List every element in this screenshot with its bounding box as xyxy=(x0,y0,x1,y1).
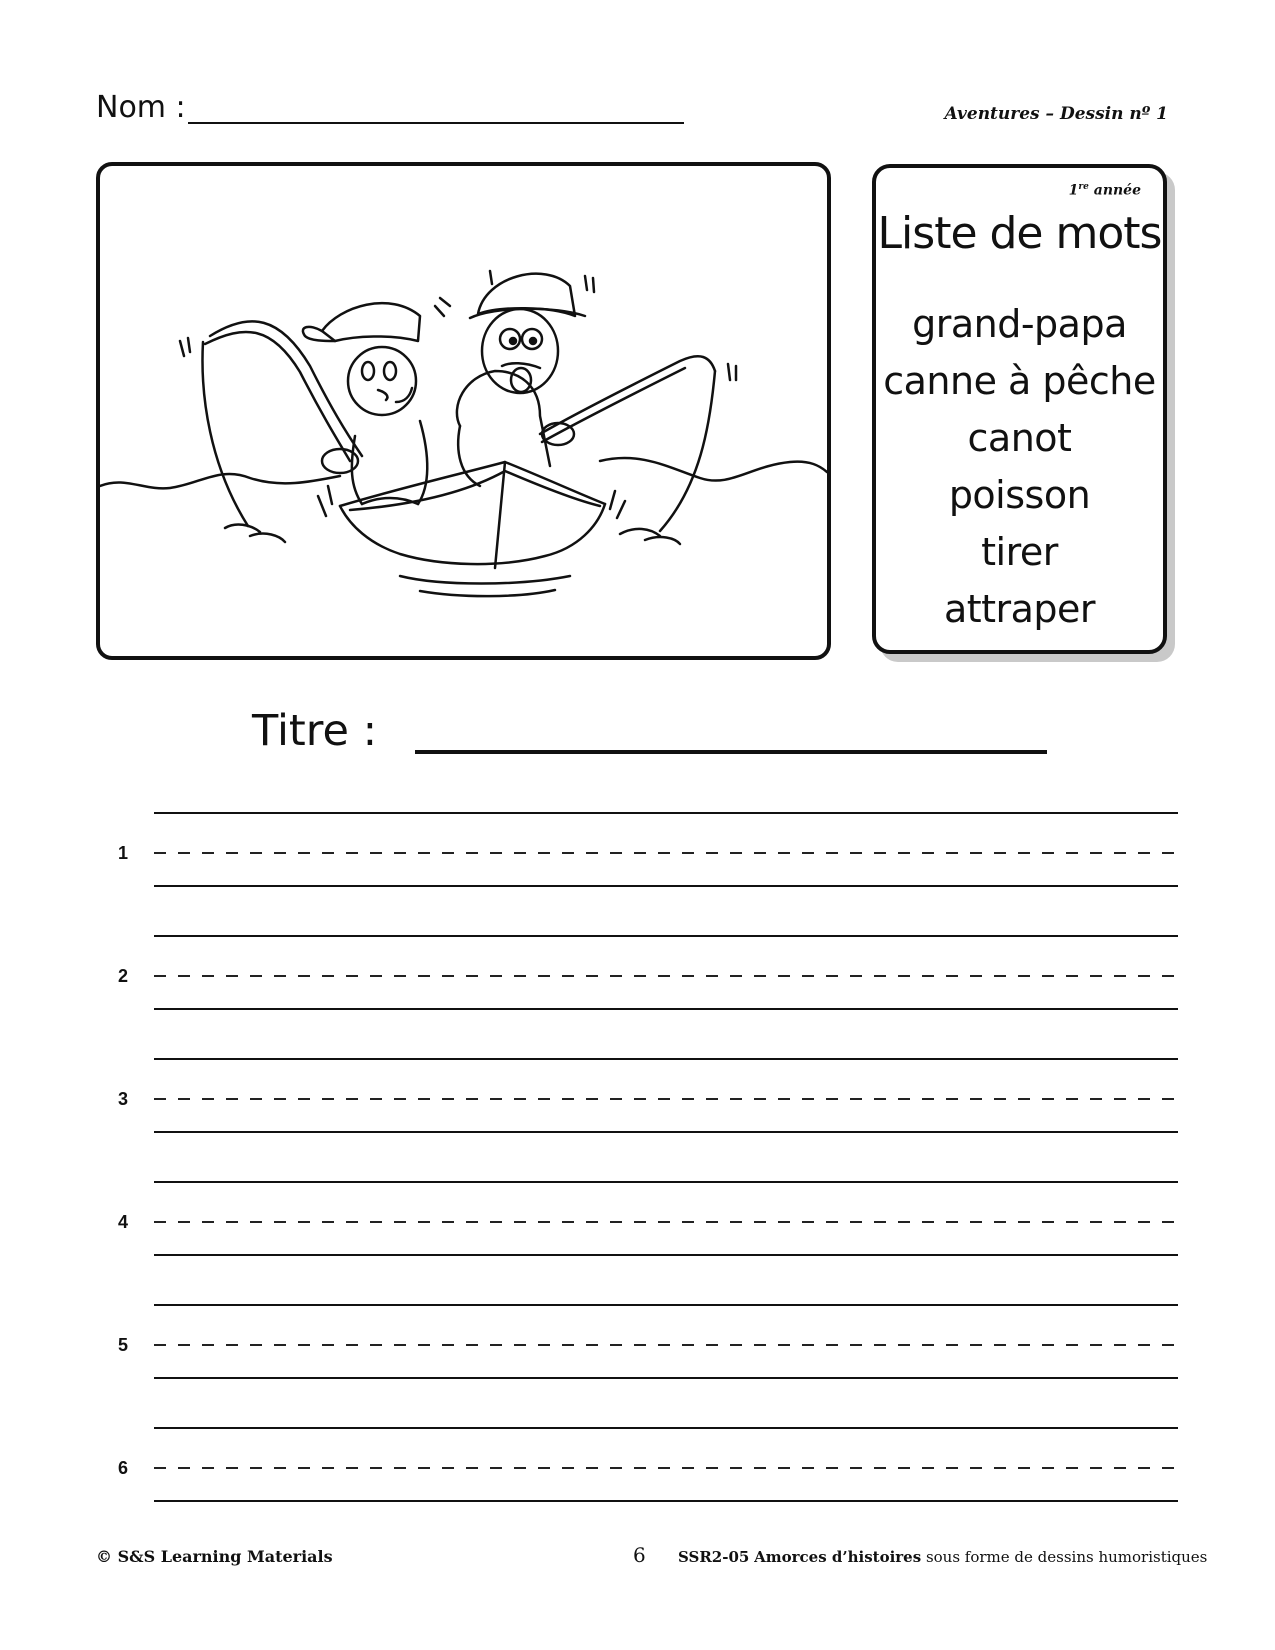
line-dashed xyxy=(154,1221,1178,1223)
word-item: canot xyxy=(967,416,1072,460)
line-top xyxy=(154,1181,1178,1183)
line-top xyxy=(154,1427,1178,1429)
line-base xyxy=(154,1377,1178,1379)
row-number: 2 xyxy=(118,966,129,986)
writing-row[interactable] xyxy=(0,1427,1275,1537)
title-label: Titre : xyxy=(252,706,378,756)
line-dashed xyxy=(154,1098,1178,1100)
word-list-box xyxy=(872,164,1167,654)
product-title: SSR2-05 Amorces d’histoires sous forme de dessins humoristiques xyxy=(678,1548,1208,1566)
writing-row[interactable] xyxy=(0,935,1275,1045)
word-item: attraper xyxy=(943,587,1096,631)
line-top xyxy=(154,812,1178,814)
line-base xyxy=(154,1131,1178,1133)
line-dashed xyxy=(154,1467,1178,1469)
word-item: canne à pêche xyxy=(883,359,1156,403)
line-base xyxy=(154,1254,1178,1256)
grade-label: 1re année xyxy=(1068,182,1141,199)
line-top xyxy=(154,1304,1178,1306)
row-number: 6 xyxy=(118,1458,129,1478)
row-number: 1 xyxy=(118,843,129,863)
row-number: 4 xyxy=(118,1212,129,1232)
writing-row[interactable] xyxy=(0,1304,1275,1414)
row-number: 3 xyxy=(118,1089,129,1109)
word-item: tirer xyxy=(981,530,1058,574)
title-line[interactable] xyxy=(415,750,1047,754)
cartoon-illustration xyxy=(96,162,831,660)
line-dashed xyxy=(154,975,1178,977)
word-list xyxy=(876,296,1163,638)
line-base xyxy=(154,1500,1178,1502)
word-item: poisson xyxy=(948,473,1091,517)
line-dashed xyxy=(154,1344,1178,1346)
word-item: grand-papa xyxy=(912,302,1127,346)
writing-row[interactable] xyxy=(0,1181,1275,1291)
name-label: Nom : xyxy=(96,90,186,125)
writing-row[interactable] xyxy=(0,1058,1275,1168)
page-number: 6 xyxy=(633,1543,646,1567)
line-dashed xyxy=(154,852,1178,854)
word-list-title: Liste de mots xyxy=(877,208,1162,259)
section-label: Aventures – Dessin nº 1 xyxy=(944,104,1168,124)
line-base xyxy=(154,885,1178,887)
line-top xyxy=(154,1058,1178,1060)
row-number: 5 xyxy=(118,1335,129,1355)
name-line[interactable] xyxy=(188,122,684,124)
copyright: © S&S Learning Materials xyxy=(96,1547,333,1566)
line-top xyxy=(154,935,1178,937)
writing-row[interactable] xyxy=(0,812,1275,922)
line-base xyxy=(154,1008,1178,1010)
